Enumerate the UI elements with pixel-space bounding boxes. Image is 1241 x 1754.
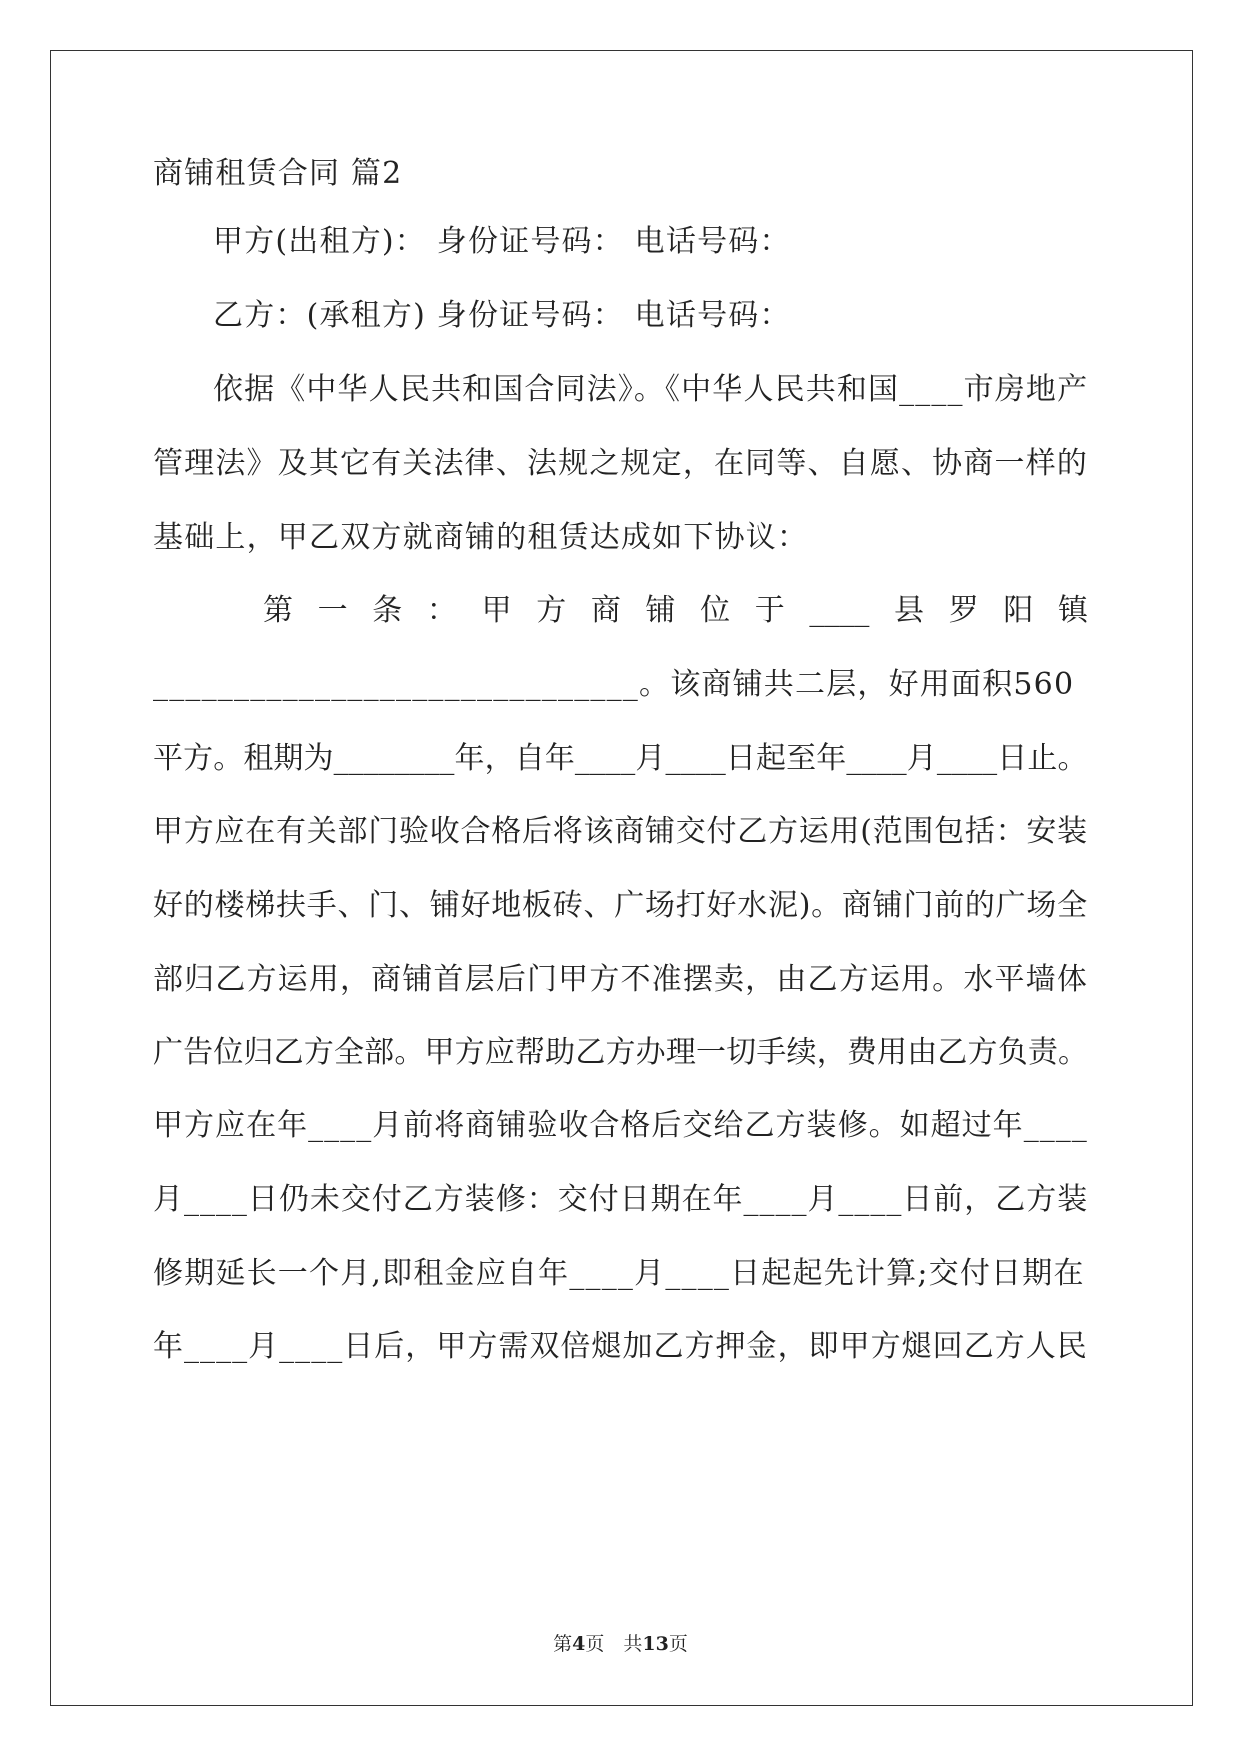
footer-suffix: 页 (668, 1633, 688, 1655)
article-token: 条 (372, 593, 403, 628)
paragraph-line: 月____日仍未交付乙方装修：交付日期在年____月____日前，乙方装 (153, 1182, 1089, 1217)
article-token: 商 (590, 593, 621, 628)
document-title: 商铺租赁合同 篇2 (153, 156, 403, 191)
paragraph-line: 基础上，甲乙双方就商铺的租赁达成如下协议： (153, 520, 809, 555)
paragraph-line: 广告位归乙方全部。甲方应帮助乙方办理一切手续，费用由乙方负责。 (153, 1035, 1089, 1070)
paragraph-line: 好的楼梯扶手、门、铺好地板砖、广场打好水泥)。商铺门前的广场全 (153, 888, 1088, 923)
paragraph-line: 依据《中华人民共和国合同法》。《中华人民共和国____市房地产 (213, 372, 1089, 407)
paragraph-line: 年____月____日后，甲方需双倍煺加乙方押金，即甲方煺回乙方人民 (153, 1329, 1088, 1364)
paragraph-line: 平方。租期为________年，自年____月____日起至年____月____日止。 (153, 741, 1088, 776)
paragraph-line: 管理法》及其它有关法律、法规之规定，在同等、自愿、协商一样的 (153, 446, 1088, 481)
paragraph-line: 甲方应在年____月前将商铺验收合格后交给乙方装修。如超过年____ (153, 1108, 1088, 1143)
article-token: 位 (700, 593, 731, 628)
article-token: 镇 (1057, 593, 1088, 628)
article-token: 县 (894, 593, 925, 628)
article-1-heading (263, 591, 1088, 631)
article-token: 方 (536, 593, 567, 628)
article-token: 甲 (481, 593, 512, 628)
article-token: ： (426, 593, 457, 628)
current-page-number: 4 (572, 1633, 586, 1655)
article-token: 阳 (1003, 593, 1034, 628)
article-token: 第 (263, 593, 293, 628)
article-token: 一 (317, 593, 348, 628)
footer-mid: 页 共 (585, 1633, 643, 1655)
page-footer (0, 1632, 1241, 1656)
article-token: 于 (754, 593, 785, 628)
footer-prefix: 第 (553, 1633, 573, 1655)
article-token: 罗 (948, 593, 979, 628)
party-b-line: 乙方：(承租方) 身份证号码： 电话号码： (213, 298, 791, 333)
paragraph-line: ______________________________。该商铺共二层，好用面积560 (153, 667, 1075, 702)
paragraph-line: 甲方应在有关部门验收合格后将该商铺交付乙方运用(范围包括：安装 (153, 814, 1088, 849)
article-token: 铺 (645, 593, 676, 628)
article-token: ____ (809, 593, 870, 628)
paragraph-line: 修期延长一个月,即租金应自年____月____日起起先计算;交付日期在 (153, 1256, 1085, 1291)
total-page-number: 13 (642, 1633, 669, 1655)
paragraph-line: 部归乙方运用，商铺首层后门甲方不准摆卖，由乙方运用。水平墙体 (153, 962, 1088, 997)
party-a-line: 甲方(出租方)： 身份证号码： 电话号码： (213, 224, 791, 259)
